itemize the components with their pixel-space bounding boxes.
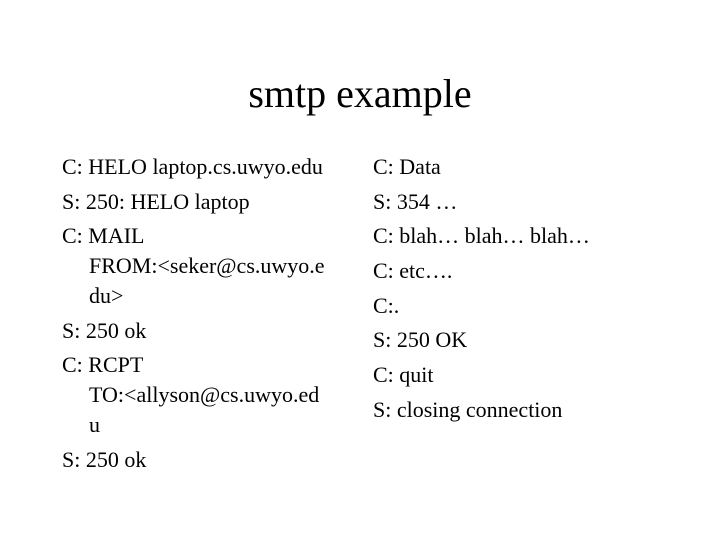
smtp-line: S: 250 ok: [62, 317, 147, 343]
smtp-line: C: quit: [373, 362, 434, 388]
left-column: [62, 152, 362, 479]
smtp-line-wrapped: [62, 221, 362, 311]
smtp-line-wrapped: [62, 350, 362, 440]
smtp-line: S: 250 OK: [373, 327, 468, 353]
smtp-line-continuation: TO:<allyson@cs.uwyo.ed: [89, 382, 320, 407]
smtp-line: S: 250 ok: [62, 446, 147, 472]
smtp-line-continuation: du>: [89, 283, 124, 308]
smtp-line-start: C: MAIL: [62, 223, 145, 248]
smtp-line: C: etc….: [373, 258, 453, 284]
slide-title: smtp example: [248, 71, 472, 116]
smtp-line: S: 354 …: [373, 188, 458, 214]
smtp-line-start: C: RCPT: [62, 352, 144, 377]
smtp-line: C: Data: [373, 154, 441, 179]
smtp-line: C: HELO laptop.cs.uwyo.edu: [62, 154, 323, 179]
smtp-line: S: 250: HELO laptop: [62, 188, 250, 214]
smtp-line: S: closing connection: [373, 396, 563, 422]
right-column: [373, 152, 703, 430]
smtp-line: C: blah… blah… blah…: [373, 223, 590, 249]
smtp-line-continuation: u: [89, 412, 100, 437]
smtp-line: C:.: [373, 292, 400, 318]
smtp-line-continuation: FROM:<seker@cs.uwyo.e: [89, 253, 325, 278]
